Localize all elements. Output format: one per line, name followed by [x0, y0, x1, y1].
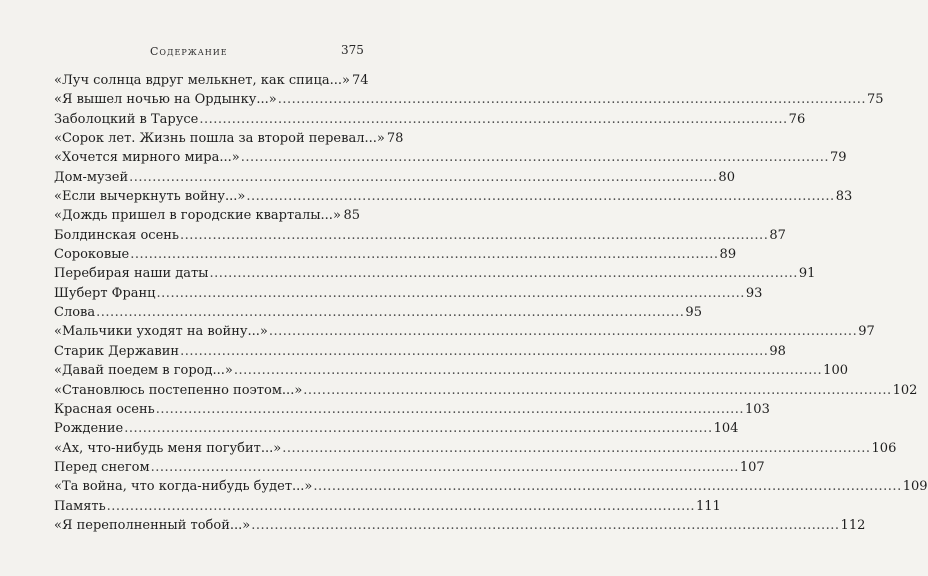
toc-entry [54, 169, 735, 189]
toc-entry [54, 247, 737, 266]
toc-entry-title: Красная осень [54, 401, 155, 417]
dot-leader [342, 208, 343, 223]
dot-leader [157, 286, 745, 301]
toc-entry-title: Заболоцкий в Тарусе [54, 111, 199, 127]
toc-entry-page: 107 [739, 459, 765, 475]
dot-leader [130, 247, 718, 262]
toc-entry-page: 95 [685, 305, 702, 321]
toc-entry-title: «Я вышел ночью на Ордынку...» [54, 92, 277, 108]
toc-entry-title: Болдинская осень [54, 227, 180, 243]
toc-entry-title: «Хочется мирного мира...» [54, 150, 240, 166]
toc-entry-page: 112 [840, 517, 866, 533]
toc-entry-page: 97 [858, 324, 875, 340]
toc-entry-title: «Дождь пришел в городские кварталы...» [54, 208, 341, 224]
toc-entry-title: Шуберт Франц [54, 285, 156, 301]
toc-entry [54, 498, 721, 518]
toc-entry-page: 102 [892, 382, 918, 398]
toc-entry [54, 479, 928, 498]
toc-entry-title: Рождение [54, 421, 124, 437]
toc-entry-page: 100 [823, 363, 848, 379]
toc-entry-title: «Та война, что когда-нибудь будет...» [54, 479, 313, 495]
toc-entry-title: Перебирая наши даты [54, 266, 209, 282]
toc-entry-page: 87 [769, 227, 786, 243]
dot-leader [151, 460, 739, 475]
toc-entry [54, 73, 369, 92]
toc-entry-page: 78 [386, 131, 404, 147]
toc-entry-title: Дом-музей [54, 169, 129, 185]
toc-entry [54, 266, 816, 285]
dot-leader [278, 92, 866, 107]
toc-entry-page: 83 [835, 189, 853, 205]
toc-entry [54, 363, 848, 382]
toc-entry [54, 189, 853, 208]
toc-entry [54, 111, 806, 131]
toc-entry-page: 80 [718, 169, 735, 185]
dot-leader [96, 305, 684, 320]
toc-entry-title: Старик Державин [54, 343, 180, 359]
toc-entry-page: 89 [719, 247, 737, 263]
toc-entry [54, 150, 847, 169]
toc-entry [54, 92, 884, 111]
toc-entry-page: 104 [713, 421, 739, 437]
toc-entry [54, 285, 763, 305]
dot-leader [156, 402, 744, 417]
running-title: Содержание [150, 45, 228, 58]
toc-entry-title: «Становлюсь постепенно поэтом...» [54, 382, 303, 398]
dot-leader [180, 344, 768, 359]
toc-entry-page: 76 [788, 111, 806, 127]
toc-entry [54, 305, 702, 324]
toc-entry-page: 103 [745, 401, 770, 417]
toc-entry-page: 91 [798, 266, 816, 282]
toc-entry [54, 517, 866, 537]
dot-leader [241, 150, 829, 165]
toc-entry-page: 98 [769, 343, 786, 359]
dot-leader [303, 383, 891, 398]
toc-entry [54, 131, 404, 150]
toc-entry-page: 74 [351, 73, 369, 88]
toc-entry [54, 421, 739, 440]
dot-leader [282, 441, 870, 456]
toc-entry-title: «Если вычеркнуть войну...» [54, 189, 246, 205]
toc-entry [54, 324, 875, 343]
toc-entry-title: «Луч солнца вдруг мелькнет, как спица...» [54, 73, 350, 88]
toc-entry [54, 401, 770, 421]
page-number: 375 [341, 43, 364, 57]
toc-entry-page: 93 [745, 285, 763, 301]
dot-leader [269, 324, 857, 339]
toc-entry-title: «Мальчики уходят на войну...» [54, 324, 268, 340]
dot-leader [124, 421, 712, 436]
toc-entry-page: 106 [871, 440, 897, 456]
toc-entry [54, 208, 360, 227]
toc-entry-title: Память [54, 498, 106, 514]
dot-leader [313, 479, 901, 494]
dot-leader [251, 518, 839, 533]
dot-leader [199, 112, 787, 127]
toc-entry-title: Слова [54, 305, 96, 321]
toc-entry [54, 459, 765, 479]
dot-leader [246, 189, 834, 204]
dot-leader [129, 170, 717, 185]
toc-entry-title: «Ах, что-нибудь меня погубит...» [54, 440, 282, 456]
toc-entry-page: 75 [867, 92, 884, 108]
toc-entry [54, 382, 918, 402]
toc-entry-title: «Я переполненный тобой...» [54, 517, 251, 533]
toc-entry-page: 79 [830, 150, 847, 166]
toc-entry-page: 85 [343, 208, 360, 224]
toc-entry-title: «Давай поедем в город...» [54, 363, 233, 379]
dot-leader [180, 228, 768, 243]
toc-entry [54, 227, 786, 247]
dot-leader [210, 266, 798, 281]
toc-entry-title: Сороковые [54, 247, 130, 263]
toc-entry-title: Перед снегом [54, 459, 150, 475]
dot-leader [234, 363, 822, 378]
table-of-contents [54, 73, 928, 537]
toc-entry [54, 343, 786, 363]
toc-entry-title: «Сорок лет. Жизнь пошла за второй перевал...» [54, 131, 385, 147]
toc-entry-page: 109 [902, 479, 928, 495]
toc-entry-page: 111 [695, 498, 721, 514]
dot-leader [107, 499, 695, 514]
toc-entry [54, 440, 897, 460]
